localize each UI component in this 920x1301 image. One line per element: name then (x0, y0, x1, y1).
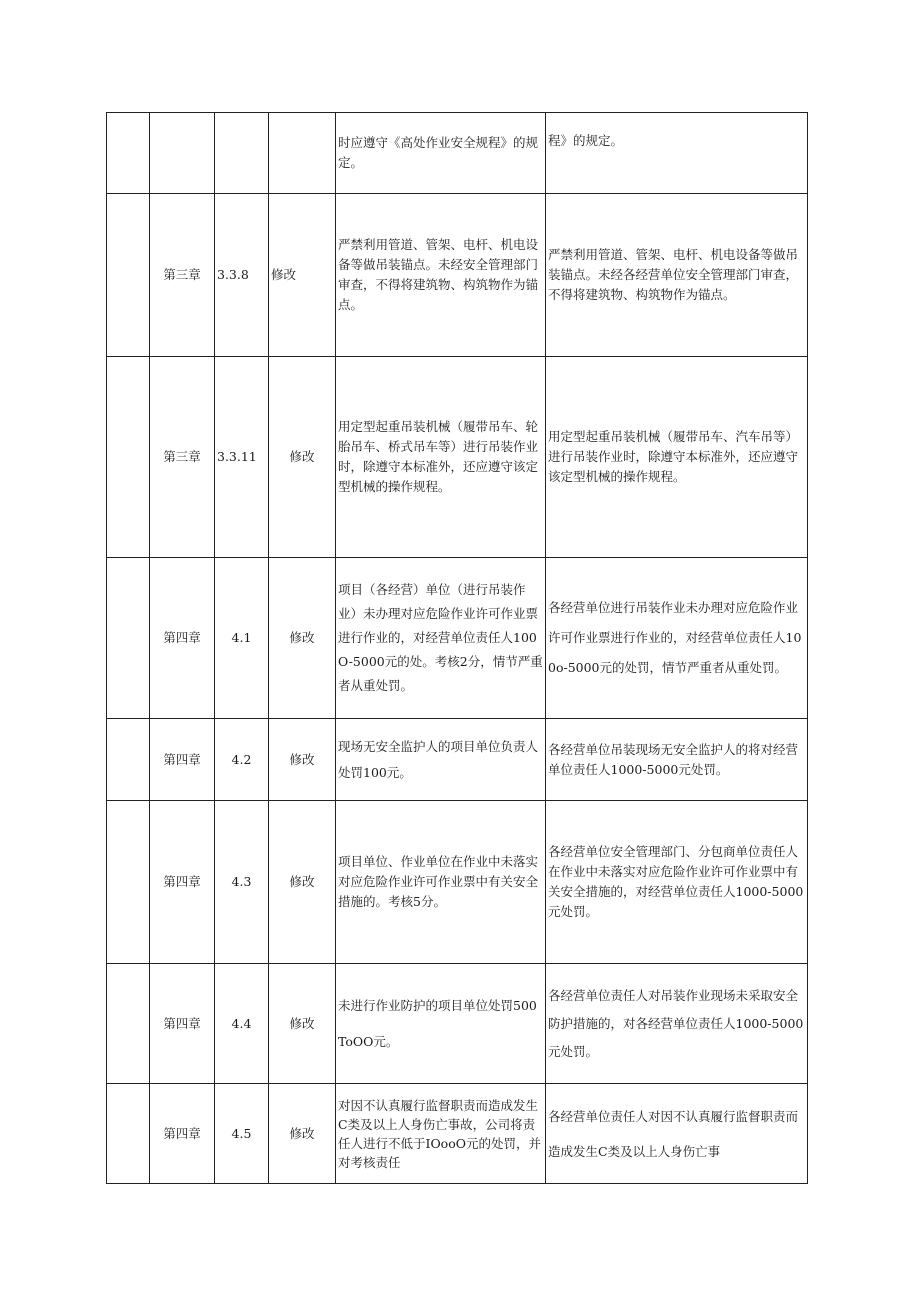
original-text-cell: 对因不认真履行监督职责而造成发生C类及以上人身伤亡事故，公司将责任人进行不低于IOooO元的处罚，并对考核责任 (336, 1084, 546, 1184)
table-row (107, 113, 808, 194)
action-cell: 修改 (269, 964, 336, 1084)
revised-text-cell: 各经营单位责任人对因不认真履行监督职责而造成发生C类及以上人身伤亡事 (546, 1084, 808, 1184)
revised-text-cell: 各经营单位吊装现场无安全监护人的将对经营单位责任人1000-5000元处罚。 (546, 719, 808, 801)
action-cell: 修改 (269, 719, 336, 801)
revised-text-cell: 用定型起重吊装机械（履带吊车、汽车吊等）进行吊装作业时，除遵守本标准外，还应遵守该定型机械的操作规程。 (546, 357, 808, 558)
blank-cell (107, 719, 150, 801)
action-cell: 修改 (269, 357, 336, 558)
table-row (107, 964, 808, 1084)
original-text-cell: 严禁利用管道、管架、电杆、机电设备等做吊装锚点。未经安全管理部门审查，不得将建筑物、构筑物作为锚点。 (336, 194, 546, 357)
blank-cell (107, 1084, 150, 1184)
section-cell: 4.2 (215, 719, 269, 801)
action-cell: 修改 (269, 558, 336, 719)
action-cell: 修改 (269, 1084, 336, 1184)
revised-text-cell: 各经营单位进行吊装作业未办理对应危险作业许可作业票进行作业的，对经营单位责任人100o-5000元的处罚，情节严重者从重处罚。 (546, 558, 808, 719)
revised-text-cell: 各经营单位安全管理部门、分包商单位责任人在作业中未落实对应危险作业许可作业票中有关安全措施的，对经营单位责任人1000-5000元处罚。 (546, 801, 808, 964)
table-row (107, 801, 808, 964)
blank-cell (107, 357, 150, 558)
revised-text-cell: 严禁利用管道、管架、电杆、机电设备等做吊装锚点。未经各经营单位安全管理部门审查，不得将建筑物、构筑物作为锚点。 (546, 194, 808, 357)
section-cell: 3.3.11 (215, 357, 269, 558)
section-cell: 4.1 (215, 558, 269, 719)
section-cell: 4.3 (215, 801, 269, 964)
table-row (107, 1084, 808, 1184)
chapter-cell: 第四章 (150, 801, 215, 964)
blank-cell (107, 964, 150, 1084)
original-text-cell: 现场无安全监护人的项目单位负责人处罚100元。 (336, 719, 546, 801)
table-row (107, 719, 808, 801)
chapter-cell: 第三章 (150, 194, 215, 357)
original-text-cell: 用定型起重吊装机械（履带吊车、轮胎吊车、桥式吊车等）进行吊装作业时，除遵守本标准外，还应遵守该定型机械的操作规程。 (336, 357, 546, 558)
original-text-cell: 项目单位、作业单位在作业中未落实对应危险作业许可作业票中有关安全措施的。考核5分。 (336, 801, 546, 964)
blank-cell (107, 558, 150, 719)
revised-text-cell: 程》的规定。 (546, 113, 808, 194)
chapter-cell (150, 113, 215, 194)
chapter-cell: 第四章 (150, 719, 215, 801)
chapter-cell: 第三章 (150, 357, 215, 558)
revised-text-cell: 各经营单位责任人对吊装作业现场未采取安全防护措施的，对各经营单位责任人1000-5000元处罚。 (546, 964, 808, 1084)
chapter-cell: 第四章 (150, 1084, 215, 1184)
section-cell: 4.5 (215, 1084, 269, 1184)
revision-table (106, 112, 808, 1184)
section-cell: 3.3.8 (215, 194, 269, 357)
table-row (107, 558, 808, 719)
chapter-cell: 第四章 (150, 964, 215, 1084)
blank-cell (107, 801, 150, 964)
original-text-cell: 项目（各经营）单位（进行吊装作业）未办理对应危险作业许可作业票进行作业的，对经营单位责任人100O-5000元的处。考核2分，情节严重者从重处罚。 (336, 558, 546, 719)
blank-cell (107, 113, 150, 194)
original-text-cell: 未进行作业防护的项目单位处罚500ToOO元。 (336, 964, 546, 1084)
chapter-cell: 第四章 (150, 558, 215, 719)
table-row (107, 194, 808, 357)
action-cell: 修改 (269, 194, 336, 357)
table-row (107, 357, 808, 558)
action-cell (269, 113, 336, 194)
section-cell: 4.4 (215, 964, 269, 1084)
action-cell: 修改 (269, 801, 336, 964)
original-text-cell: 时应遵守《高处作业安全规程》的规定。 (336, 113, 546, 194)
section-cell (215, 113, 269, 194)
blank-cell (107, 194, 150, 357)
